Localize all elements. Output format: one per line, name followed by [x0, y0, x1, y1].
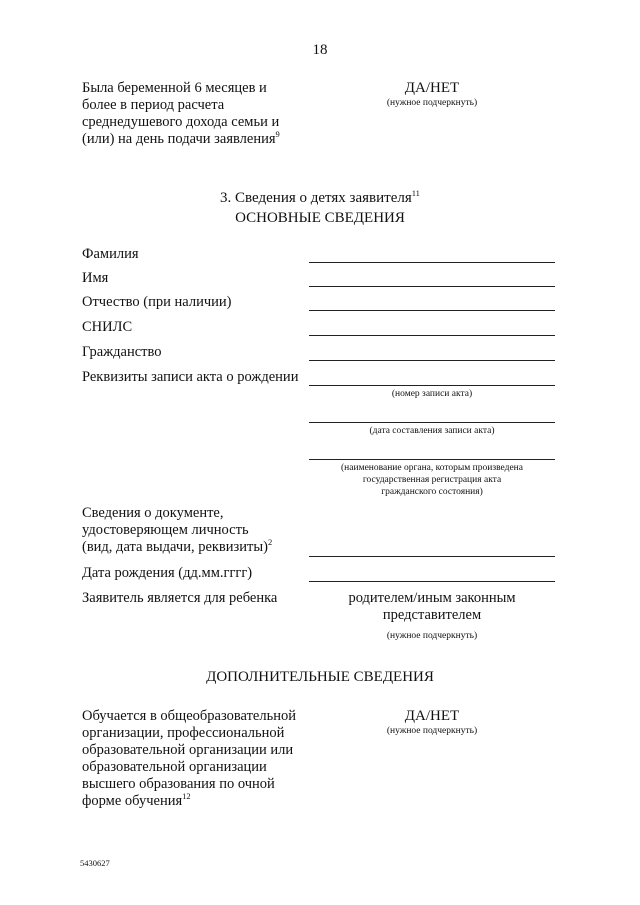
- applicant-relation-options[interactable]: родителем/иным законным представителем: [348, 590, 516, 623]
- section-title: 3. Сведения о детях заявителя$^{11}$: [220, 188, 420, 206]
- id-document-label: Сведения о документе, удостоверяющем личность (вид, дата выдачи, реквизиты)$^2$: [82, 505, 273, 555]
- education-question: Обучается в общеобразовательной организации, профессиональной образовательной организации или образовательной организации высшего образования по очной форме обучения$^{12}$: [82, 708, 296, 809]
- citizenship-label: Гражданство: [82, 344, 162, 360]
- id-document-field[interactable]: [309, 556, 555, 557]
- footnote-marker: 11: [411, 188, 420, 198]
- pregnancy-question-line: среднедушевого дохода семьи и: [82, 114, 280, 130]
- surname-label: Фамилия: [82, 246, 139, 262]
- pregnancy-hint: (нужное подчеркнуть): [386, 98, 478, 108]
- document-code: 5430627: [80, 858, 110, 868]
- birth-record-authority-field[interactable]: [309, 459, 555, 460]
- birth-date-field[interactable]: [309, 581, 555, 582]
- birth-record-number-field[interactable]: [309, 385, 555, 386]
- pregnancy-question-line: более в период расчета: [82, 97, 225, 113]
- snils-field[interactable]: [309, 335, 555, 336]
- page-number: 18: [312, 42, 328, 58]
- education-hint: (нужное подчеркнуть): [386, 726, 478, 736]
- citizenship-field[interactable]: [309, 360, 555, 361]
- birth-record-date-hint: (дата составления записи акта): [369, 426, 495, 436]
- birth-record-number-hint: (номер записи акта): [391, 389, 473, 399]
- education-answer[interactable]: ДА/НЕТ: [404, 708, 460, 724]
- name-label: Имя: [82, 270, 109, 286]
- surname-field[interactable]: [309, 262, 555, 263]
- birth-record-authority-hint: (наименование органа, которым произведена государственная регистрация акта гражданского состояния): [341, 463, 523, 497]
- snils-label: СНИЛС: [82, 319, 133, 335]
- footnote-marker: 9: [275, 129, 280, 140]
- pregnancy-question-line: Была беременной 6 месяцев и: [82, 80, 267, 96]
- pregnancy-question-line: (или) на день подачи заявления$^9$: [82, 129, 280, 147]
- applicant-relation-label: Заявитель является для ребенка: [82, 590, 278, 606]
- applicant-relation-hint: (нужное подчеркнуть): [386, 631, 478, 641]
- birth-record-label: Реквизиты записи акта о рождении: [82, 369, 299, 385]
- pregnancy-question: [82, 80, 312, 148]
- pregnancy-answer[interactable]: ДА/НЕТ: [404, 80, 460, 96]
- patronymic-field[interactable]: [309, 310, 555, 311]
- footnote-marker: 12: [182, 791, 191, 802]
- patronymic-label: Отчество (при наличии): [82, 294, 232, 310]
- additional-title: ДОПОЛНИТЕЛЬНЫЕ СВЕДЕНИЯ: [206, 669, 434, 685]
- name-field[interactable]: [309, 286, 555, 287]
- birth-record-date-field[interactable]: [309, 422, 555, 423]
- birth-date-label: Дата рождения (дд.мм.гггг): [82, 565, 253, 581]
- section-subtitle: ОСНОВНЫЕ СВЕДЕНИЯ: [235, 210, 405, 226]
- footnote-marker: 2: [267, 537, 273, 548]
